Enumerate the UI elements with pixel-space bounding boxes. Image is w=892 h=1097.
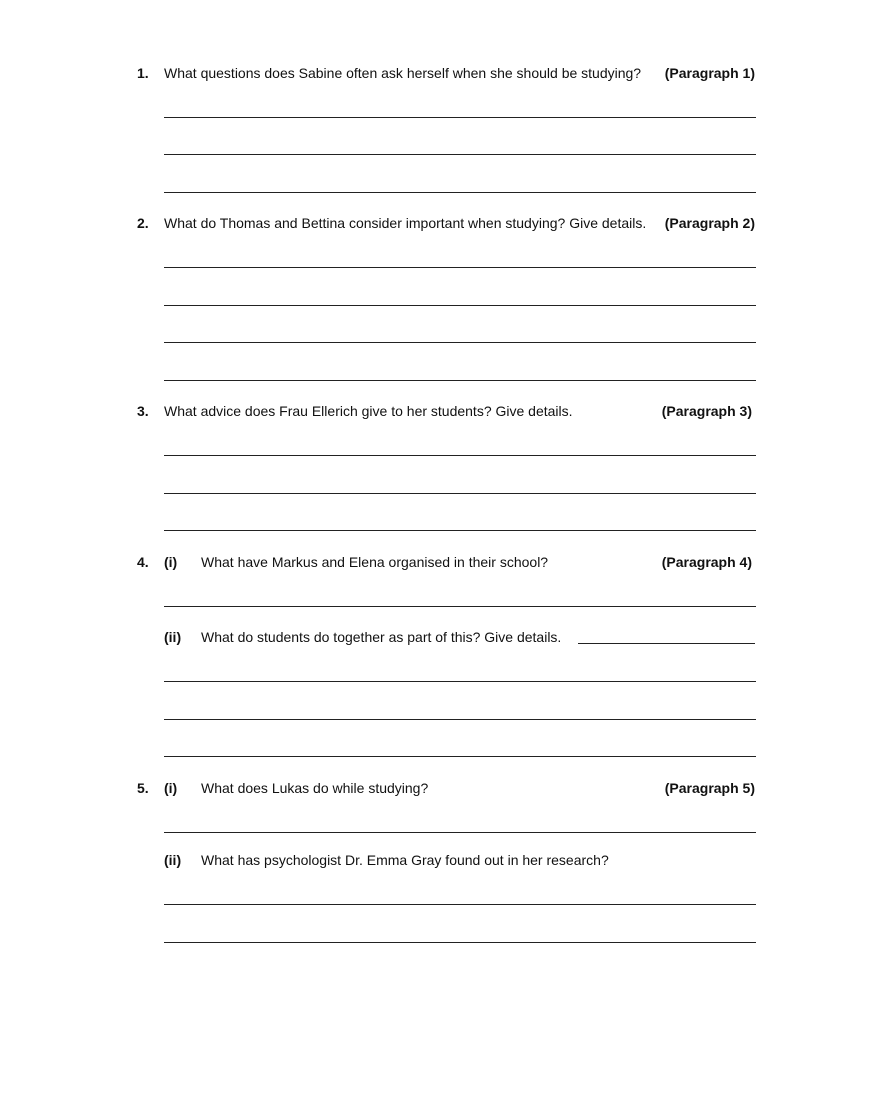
question-text: What does Lukas do while studying? (201, 780, 429, 796)
question-3 (0, 401, 892, 421)
question-5-part-ii (0, 850, 892, 870)
question-number: 5. (137, 780, 149, 796)
question-number: 4. (137, 554, 149, 570)
part-label: (i) (164, 554, 178, 570)
question-2 (0, 213, 892, 233)
question-text: What do Thomas and Bettina consider important when studying? Give details. (164, 215, 647, 231)
question-number: 1. (137, 65, 149, 81)
question-text: What advice does Frau Ellerich give to her students? Give details. (164, 403, 573, 419)
answer-line[interactable] (164, 117, 756, 118)
answer-line[interactable] (164, 154, 756, 155)
answer-line[interactable] (164, 942, 756, 943)
part-label: (ii) (164, 629, 182, 645)
question-4-part-ii (0, 627, 892, 647)
answer-line[interactable] (164, 606, 756, 607)
paragraph-reference: (Paragraph 5) (664, 780, 755, 796)
question-text: What has psychologist Dr. Emma Gray found out in her research? (201, 852, 609, 868)
paragraph-reference: (Paragraph 2) (664, 215, 755, 231)
answer-line[interactable] (164, 681, 756, 682)
question-number: 2. (137, 215, 149, 231)
answer-line[interactable] (164, 832, 756, 833)
question-5-part-i (0, 778, 892, 798)
answer-line[interactable] (164, 719, 756, 720)
question-text: What do students do together as part of this? Give details. (201, 629, 562, 645)
part-label: (i) (164, 780, 178, 796)
paragraph-reference: (Paragraph 1) (664, 65, 755, 81)
answer-line[interactable] (164, 904, 756, 905)
answer-line[interactable] (164, 756, 756, 757)
answer-line[interactable] (164, 192, 756, 193)
answer-line[interactable] (164, 305, 756, 306)
question-1 (0, 63, 892, 83)
paragraph-reference: (Paragraph 3) (661, 403, 752, 419)
answer-line[interactable] (164, 342, 756, 343)
answer-line[interactable] (164, 267, 756, 268)
paragraph-reference: (Paragraph 4) (661, 554, 752, 570)
answer-line[interactable] (164, 380, 756, 381)
question-text: What questions does Sabine often ask herself when she should be studying? (164, 65, 642, 81)
question-text: What have Markus and Elena organised in their school? (201, 554, 549, 570)
answer-line[interactable] (164, 493, 756, 494)
question-number: 3. (137, 403, 149, 419)
answer-line[interactable] (164, 455, 756, 456)
answer-line[interactable] (164, 530, 756, 531)
part-label: (ii) (164, 852, 182, 868)
answer-line-inline[interactable] (578, 643, 755, 644)
question-4-part-i (0, 552, 892, 572)
